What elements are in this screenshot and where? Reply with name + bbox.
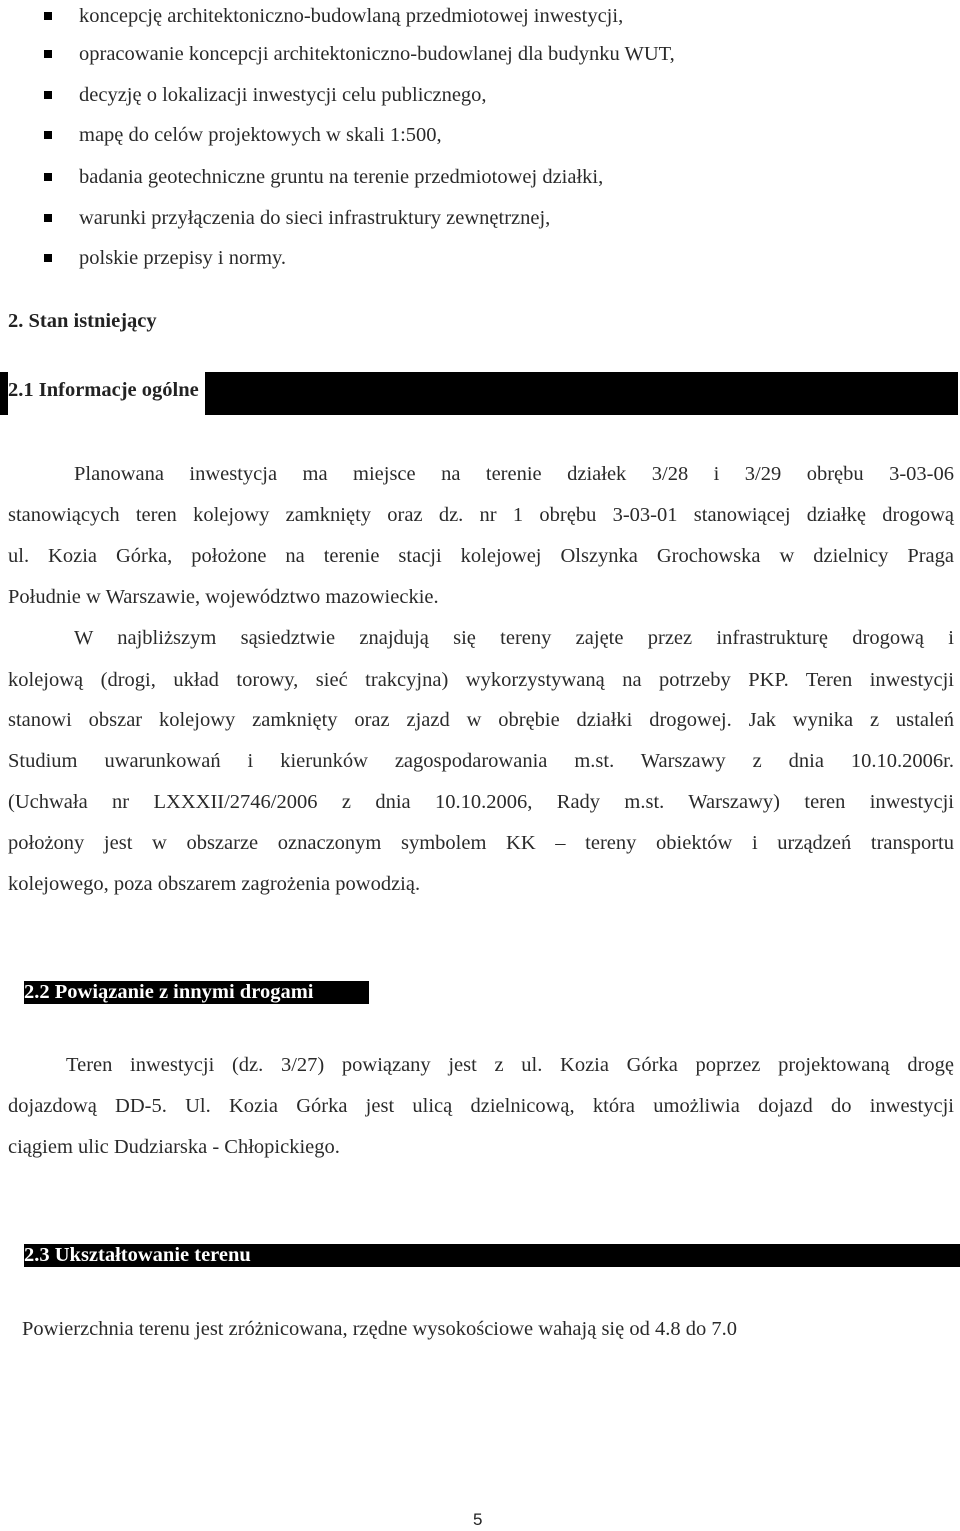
page-number: 5 — [473, 1510, 483, 1529]
paragraph-line: Planowana inwestycja ma miejsce na terenie działek 3/28 i 3/29 obrębu 3-03-06 — [74, 463, 954, 485]
list-item — [44, 157, 603, 197]
list-item — [44, 115, 442, 155]
paragraph-line: W najbliższym sąsiedztwie znajdują się tereny zajęte przez infrastrukturę drogową i — [74, 627, 954, 649]
list-item-text: warunki przyłączenia do sieci infrastruktury zewnętrznej, — [79, 206, 551, 229]
list-item — [44, 34, 675, 74]
list-item-text: koncepcję architektoniczno-budowlaną przedmiotowej inwestycji, — [79, 4, 624, 27]
list-item — [44, 0, 623, 36]
subsection-title: 2.1 Informacje ogólne — [8, 372, 205, 415]
list-item-text: decyzję o lokalizacji inwestycji celu publicznego, — [79, 83, 487, 106]
subsection-title-bar — [24, 1244, 960, 1267]
paragraph-line: kolejowego, poza obszarem zagrożenia powodzią. — [8, 873, 421, 895]
paragraph-line: stanowi obszar kolejowy zamknięty oraz zjazd w obrębie działki drogowej. Jak wynika z ustaleń — [8, 709, 954, 731]
paragraph-line: Powierzchnia terenu jest zróżnicowana, rzędne wysokościowe wahają się od 4.8 do 7.0 — [22, 1318, 737, 1340]
list-item — [44, 198, 550, 238]
list-item-text: mapę do celów projektowych w skali 1:500, — [79, 123, 442, 146]
subsection-title: 2.2 Powiązanie z innymi drogami — [24, 981, 314, 1003]
square-bullet-icon — [44, 173, 52, 181]
paragraph-line: (Uchwała nr LXXXII/2746/2006 z dnia 10.10.2006, Rady m.st. Warszawy) teren inwestycji — [8, 791, 954, 813]
square-bullet-icon — [44, 50, 52, 58]
paragraph-line: ul. Kozia Górka, położone na terenie stacji kolejowej Olszynka Grochowska w dzielnicy Praga — [8, 545, 954, 567]
list-item-text: polskie przepisy i normy. — [79, 246, 287, 269]
paragraph-line: położony jest w obszarze oznaczonym symbolem KK – tereny obiektów i urządzeń transportu — [8, 832, 954, 854]
paragraph-line: stanowiących teren kolejowy zamknięty oraz dz. nr 1 obrębu 3-03-01 stanowiącej działkę drogową — [8, 504, 954, 526]
paragraph-line: Teren inwestycji (dz. 3/27) powiązany jest z ul. Kozia Górka poprzez projektowaną drogę — [66, 1054, 954, 1076]
subsection-title-bar — [24, 981, 369, 1004]
section-heading: 2. Stan istniejący — [8, 310, 157, 332]
subsection-title: 2.3 Ukształtowanie terenu — [24, 1244, 251, 1266]
square-bullet-icon — [44, 254, 52, 262]
square-bullet-icon — [44, 214, 52, 222]
subsection-title-bar — [0, 372, 958, 415]
square-bullet-icon — [44, 12, 52, 20]
square-bullet-icon — [44, 91, 52, 99]
paragraph-line: Studium uwarunkowań i kierunków zagospodarowania m.st. Warszawy z dnia 10.10.2006r. — [8, 750, 954, 772]
list-item-text: badania geotechniczne gruntu na terenie przedmiotowej działki, — [79, 165, 604, 188]
paragraph-line: dojazdową DD-5. Ul. Kozia Górka jest ulicą dzielnicową, która umożliwia dojazd do inwestycji — [8, 1095, 954, 1117]
square-bullet-icon — [44, 131, 52, 139]
list-item — [44, 238, 286, 278]
list-item-text: opracowanie koncepcji architektoniczno-budowlanej dla budynku WUT, — [79, 42, 675, 65]
paragraph-line: kolejową (drogi, układ torowy, sieć trakcyjna) wykorzystywaną na potrzeby PKP. Teren inwestycji — [8, 669, 954, 691]
list-item — [44, 75, 487, 115]
paragraph-line: Południe w Warszawie, województwo mazowieckie. — [8, 586, 439, 608]
paragraph-line: ciągiem ulic Dudziarska - Chłopickiego. — [8, 1136, 340, 1158]
